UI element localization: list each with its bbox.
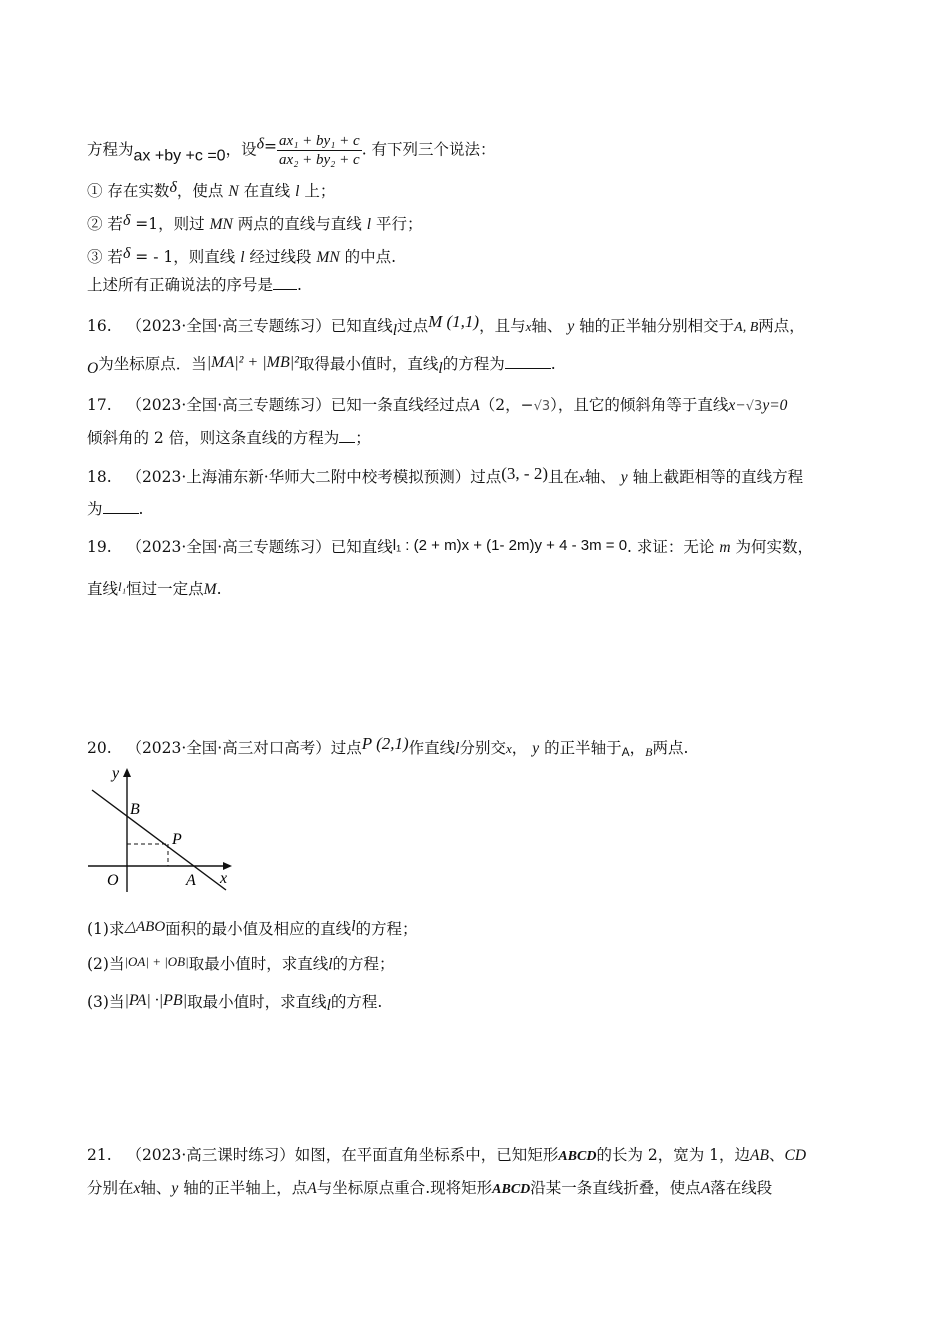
label-P: P: [172, 831, 182, 848]
q15-statement-1: ① 存在实数δ，使点 N 在直线 l 上；: [87, 179, 336, 200]
q16-line-2: O为坐标原点．当|MA|² + |MB|²取得最小值时，直线l的方程为 .: [87, 354, 556, 377]
q15-line-1: 方程为ax +by +c =0，设δ= $\frac{\text{ax₁ + by₁ + c}}{\text{ax₂ + by₂ + c}}$ . 有下列三个说法：: [87, 133, 496, 168]
q17-line-1: 17. （2023·全国·高三专题练习）已知一条直线经过点A（2，−√3），且它的倾斜角等于直线x−√3y=0: [87, 396, 788, 414]
q21-line-1: 21. （2023·高三课时练习）如图，在平面直角坐标系中，已知矩形ABCD的长为 2，宽为 1，边AB、CD: [87, 1146, 807, 1164]
q15-ask: 上述所有正确说法的序号是 .: [87, 276, 302, 294]
q19-line-2: 直线l₁恒过一定点M.: [87, 579, 222, 598]
answer-blank[interactable]: [505, 354, 551, 369]
label-O: O: [107, 872, 119, 889]
q15-statement-2: ② 若δ =1，则过 MN 两点的直线与直线 l 平行；: [87, 212, 423, 233]
q20-part-3: (3)当|PA| ·|PB|取最小值时，求直线l的方程.: [87, 992, 383, 1014]
q16-line-1: 16. （2023·全国·高三专题练习）已知直线l过点M (1,1)，且与x轴、 y 轴的正半轴分别相交于A, B两点，: [87, 312, 805, 339]
label-y: y: [112, 765, 120, 782]
label-x: x: [220, 870, 228, 887]
q20-part-2: (2)当|OA| + |OB|取最小值时，求直线l的方程；: [87, 954, 395, 973]
q20-line-1: 20. （2023·全国·高三对口高考）过点P (2,1)作直线l分别交x， y 的正半轴于A，B两点.: [87, 734, 689, 759]
q17-line-2: 倾斜角的 2 倍，则这条直线的方程为 ；: [87, 429, 371, 447]
delta-fraction: $\frac{\text{ax₁ + by₁ + c}}{\text{ax₂ + by₂ + c}}$: [279, 133, 360, 168]
q19-line-1: 19. （2023·全国·高三专题练习）已知直线l₁ : (2 + m)x + (1- 2m)y + 4 - 3m = 0. 求证：无论 m 为何实数，: [87, 537, 813, 556]
answer-blank[interactable]: [273, 275, 297, 290]
q20-figure: [84, 762, 236, 894]
y-axis-arrow: [123, 768, 131, 777]
x-axis-arrow: [223, 862, 232, 870]
q18-line-2: 为 .: [87, 500, 144, 518]
label-A: A: [186, 872, 196, 889]
q20-part-1: (1)求△ABO面积的最小值及相应的直线l的方程；: [87, 918, 418, 938]
answer-blank[interactable]: [339, 428, 355, 443]
q15-statement-3: ③ 若δ = - 1，则直线 l 经过线段 MN 的中点.: [87, 245, 397, 266]
label-B: B: [130, 801, 140, 818]
q18-line-1: 18. （2023·上海浦东新·华师大二附中校考模拟预测）过点(3, - 2)且在x轴、 y 轴上截距相等的直线方程: [87, 464, 804, 486]
answer-blank[interactable]: [103, 499, 139, 514]
q21-line-2: 分别在x轴、y 轴的正半轴上，点A与坐标原点重合.现将矩形ABCD沿某一条直线折叠，使点A落在线段: [87, 1179, 773, 1197]
